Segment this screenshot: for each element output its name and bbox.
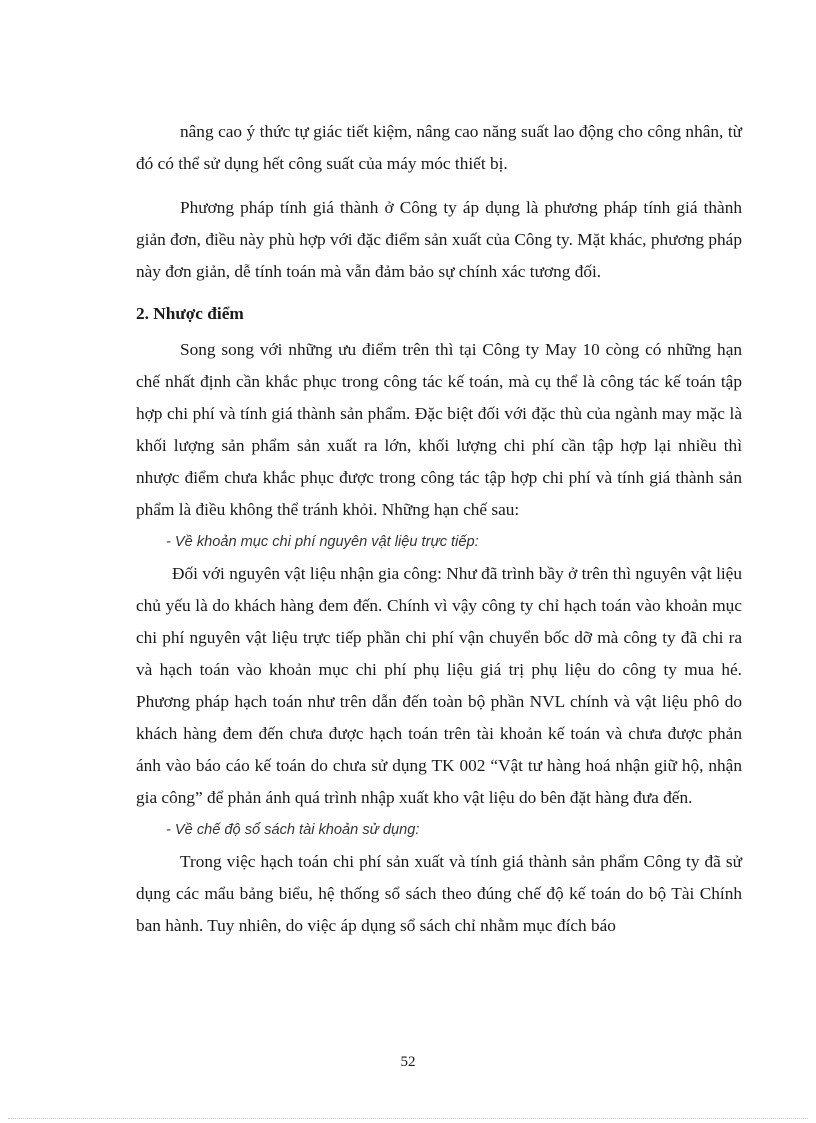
- paragraph-pricing-method: Phương pháp tính giá thành ở Công ty áp dụng là phương pháp tính giá thành giản đơn, điều này phù hợp với đặc điểm sản xuất của Công ty. Mặt khác, phương pháp này đơn giản, dễ tính toán mà vẫn đảm bảo sự chính xác tương đối.: [136, 198, 742, 281]
- page-bottom-border: [8, 1118, 808, 1119]
- section-heading: 2. Nhược điểm: [136, 304, 244, 323]
- subheading-accounting-books: - Về chế độ sổ sách tài khoản sử dụng:: [166, 822, 420, 838]
- paragraph-accounting-books: Trong việc hạch toán chi phí sản xuất và tính giá thành sản phẩm Công ty đã sử dụng các mẩu bảng biểu, hệ thống sổ sách theo đúng chế độ kế toán do bộ Tài Chính ban hành. Tuy nhiên, do việc áp dụng sổ sách chỉ nhằm mục đích báo: [136, 852, 742, 935]
- paragraph-intro-limitations: Song song với những ưu điểm trên thì tại Công ty May 10 còng có những hạn chế nhất định cần khắc phục trong công tác kế toán, mà cụ thể là công tác kế toán tập hợp chi phí và tính giá thành sản phẩm. Đặc biệt đối với đặc thù của ngành may mặc là khối lượng sản phẩm sản xuất ra lớn, khối lượng chi phí cần tập hợp lại nhiều thì nhược điểm chưa khắc phục được trong công tác tập hợp chi phí và tính giá thành sản phẩm là điều không thể tránh khỏi. Những hạn chế sau:: [136, 340, 742, 519]
- paragraph-direct-materials: Đối với nguyên vật liệu nhận gia công: Như đã trình bầy ở trên thì nguyên vật liệu chủ yếu là do khách hàng đem đến. Chính vì vậy công ty chỉ hạch toán vào khoản mục chi phí nguyên vật liệu trực tiếp phần chi phí vận chuyển bốc dỡ mà công ty đã chi ra và hạch toán vào khoản mục chi phí phụ liệu giá trị phụ liệu do công ty mua hé. Phương pháp hạch toán như trên dẫn đến toàn bộ phần NVL chính và vật liệu phô do khách hàng đem đến chưa được hạch toán trên tài khoản kế toán và chưa được phản ánh vào báo cáo kế toán do chưa sử dụng TK 002 “Vật tư hàng hoá nhận giữ hộ, nhận gia công” để phản ánh quá trình nhập xuất kho vật liệu do bên đặt hàng đưa đến.: [136, 564, 742, 807]
- paragraph-continuation: nâng cao ý thức tự giác tiết kiệm, nâng cao năng suất lao động cho công nhân, từ đó có thể sử dụng hết công suất của máy móc thiết bị.: [136, 122, 742, 173]
- subheading-direct-materials: - Về khoản mục chi phí nguyên vật liệu trực tiếp:: [166, 534, 479, 550]
- document-body: [136, 116, 742, 942]
- page-number: 52: [400, 1054, 416, 1070]
